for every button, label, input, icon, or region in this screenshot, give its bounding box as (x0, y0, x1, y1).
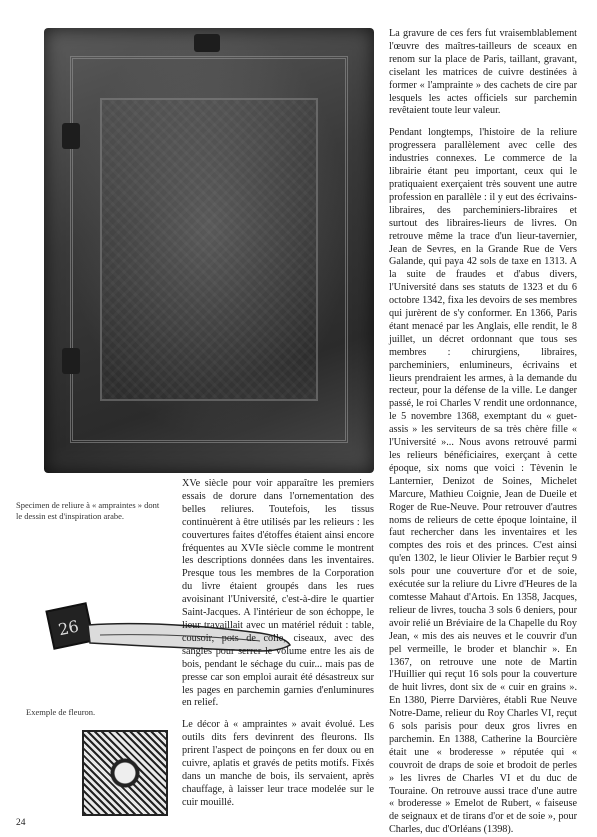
right-paragraph-2: Pendant longtemps, l'histoire de la reliure progressera parallèlement avec celle des industries connexes. Le commerce de la librairie étant peu important, ceux qui le pratiquaient exerçaient très souvent une autre profession en parallèle : il y eut des écrivains-libraires, des parcheminiers-libraires et surtout des libraires-lieurs de livres. On retrouve même la trace d'un lieur-tavernier, Jean de Sevres, en la Grande Rue de Vers Galande, qui paya 42 sols de taxe en 1313. A la suite de fraudes et d'abus divers, l'Université dans ses statuts de 1323 et du 6 octobre 1342, fixa les devoirs de ses membres qui jurèrent de s'y conformer. En 1366, Paris étant menacé par les Anglais, elle rendit, le 8 juillet, un décret ordonnant que tous ses membres : chirurgiens, libraires, parcheminiers, enlumineurs, écrivains et lieurs prendraient les armes, à la demande du recteur, pour la défense de la ville. Le danger passé, le roi Charles V rendit une ordonnance, le 5 novembre 1368, exemptant du « guet-assis » les serviteurs de sa très chère fille « l'Université »... Nous avons retrouvé parmi les relieurs bénéficiaires, exerçant à cette époque, six noms que voici : Tèvenin le Lanternier, Denizot de Soines, Michelet Marcure, Mathieu Coignie, Jean de Dueile et Roger de Rue-Neuve. Pour retrouver d'autres noms de relieurs de cette époque lointaine, il faut rechercher dans les inventaires et les comptes des rois et des princes. C'est ainsi qu'en 1302, le lieur Olivier le Barbier reçut 9 sols pour une couverture d'or et de soie, exécutée sur la reliure du Livre d'Heures de la comtesse Mahaut d'Artois. En 1358, Jacques, relieur de livres, toucha 3 sols 6 deniers, pour avoir relié un Bréviaire de la Chapelle du Roy Jean, « mis des ais neuves et le couvrir d'un pel vermeille, le broder et blanchir ». En 1367, on retrouve une note de Martin l'Huillier qui reçut 16 sols pour la couverture de huit livres, dont six de « cuir en grains ». En 1380, Pierre Darvières, établi Rue Neuve Notre-Dame, relieur du Roy Charles VI, reçut 6 sols parisis pour deux gros livres en parchemin. En 1388, Catherine la Bourcière était une « broderesse » réputée qui « couvroit de draps de soie et brodoit de perles » les livres de Charles VI et du duc de Touraine. On retrouve aussi trace d'une autre « broderesse » Emelot de Rubert, « faiseuse de seignaux et de tirans d'or et de soie », pour Charles, duc d'Orléans (1398). (389, 127, 577, 836)
middle-paragraph-1: XVe siècle pour voir apparaître les premiers essais de dorure dans l'ornementation des belles reliures. Toutefois, les tissus continuèrent à être utilisés par les relieurs : les couvertures faites d'étoffes étaient ainsi encore fréquentes au XVIe siècle comme le montrent les descriptions données dans les inventaires. Presque tous les membres de la Corporation du livre étaient groupés dans les rues avoisinant l'Université, c'est-à-dire le quartier Saint-Jacques. A l'intérieur de son échoppe, le lieur travaillait avec un matériel réduit : table, cousoir, pots de colle, ciseaux, avec des sangles pour serrer le volume entre les ais de bois, pendant le séchage du cuir... mais pas de presse car son emploi aurait été désastreux sur les pages en parchemin garnies d'enluminures en relief. (182, 478, 374, 709)
clasp-top (62, 123, 80, 149)
right-text-column (389, 28, 577, 837)
middle-text-column (182, 478, 374, 810)
fleuron-caption: Exemple de fleuron. (26, 707, 96, 717)
fleuron-sample-image (82, 730, 168, 816)
svg-text:26: 26 (56, 616, 81, 640)
clasp-bottom (62, 348, 80, 374)
cover-inner-panel (100, 98, 318, 401)
bookbinding-photo (44, 28, 374, 473)
cover-caption: Specimen de reliure à « ampraintes » dont le dessin est d'inspiration arabe. (16, 500, 160, 521)
middle-paragraph-2: Le décor à « ampraintes » avait évolué. Les outils dits fers devinrent des fleurons. Ils prirent l'aspect de poinçons en fer doux ou en cuivre, aplatis et gravés de petits motifs. Fixés dans un manche de bois, ils servaient, après chauffage, à laisser leur trace modelée sur le cuir mouillé. (182, 719, 374, 808)
right-paragraph-1: La gravure de ces fers fut vraisemblablement l'œuvre des maîtres-tailleurs de sceaux en renom sur la place de Paris, taillant, gravant, ciselant les matrices de cuivre destinées à former « l'amprainte » des cachets de cire par lesquels les actes officiels sur parchemin revêtaient toute leur valeur. (389, 28, 577, 117)
clasp-head (194, 34, 220, 52)
page-number: 24 (16, 818, 26, 828)
